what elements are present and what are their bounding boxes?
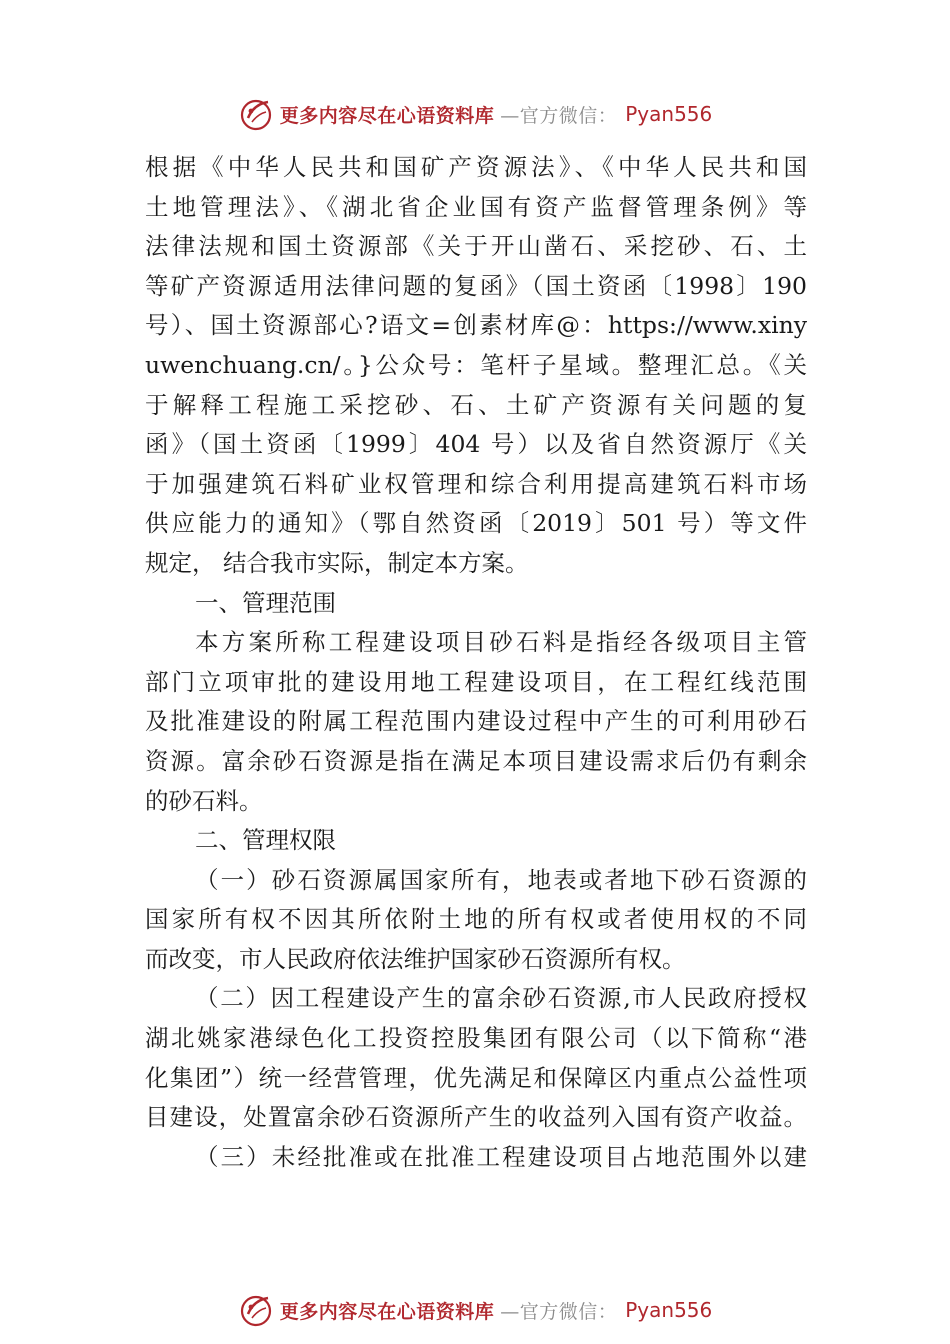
text-line: 规定， 结合我市实际，制定本方案。 [145, 548, 529, 577]
text-line: 化集团”）统一经营管理，优先满足和保障区内重点公益性项 [145, 1063, 807, 1092]
text-line: 供应能力的通知》（鄂自然资函〔2019〕501 号）等文件 [145, 509, 807, 538]
header-watermark-banner [0, 94, 950, 134]
text-line: 等矿产资源适用法律问题的复函》（国土资函〔1998〕190 [145, 271, 807, 300]
watermark-wechat-id: Pyan556 [625, 1298, 713, 1322]
text-line: （二）因工程建设产生的富余砂石资源,市人民政府授权 [195, 984, 807, 1013]
footer-watermark-banner [0, 1290, 950, 1330]
text-line: （三）未经批准或在批准工程建设项目占地范围外以建 [195, 1142, 807, 1171]
text-line: （一）砂石资源属国家所有，地表或者地下砂石资源的 [195, 865, 807, 894]
watermark-wechat-label: —官方微信： [500, 104, 618, 127]
text-line: 国家所有权不因其所依附土地的所有权或者使用权的不同 [145, 905, 807, 934]
section-heading: 一、管理范围 [195, 588, 336, 617]
text-line: 根据《中华人民共和国矿产资源法》、《中华人民共和国 [145, 153, 807, 181]
text-line: 于加强建筑石料矿业权管理和综合利用提高建筑石料市场 [145, 469, 807, 498]
brand-logo-icon [238, 1292, 274, 1328]
text-line: 部门立项审批的建设用地工程建设项目，在工程红线范围 [145, 667, 807, 696]
watermark-site-name: 更多内容尽在心语资料库 [279, 104, 495, 127]
text-line: 于解释工程施工采挖砂、石、土矿产资源有关问题的复 [145, 390, 807, 419]
text-line: uwenchuang.cn/。}公众号：笔杆子星域。整理汇总。《关 [145, 350, 807, 379]
section-heading: 二、管理权限 [195, 826, 336, 855]
text-line: 湖北姚家港绿色化工投资控股集团有限公司（以下简称“港 [145, 1024, 807, 1053]
brand-logo-icon [238, 96, 274, 132]
text-line: 本方案所称工程建设项目砂石料是指经各级项目主管 [195, 628, 807, 657]
document-body [145, 148, 807, 1177]
watermark-wechat-label: —官方微信： [500, 1300, 618, 1323]
text-line: 函》（国土资函〔1999〕404 号）以及省自然资源厅《关 [145, 430, 807, 459]
text-line: 而改变，市人民政府依法维护国家砂石资源所有权。 [145, 944, 686, 973]
text-line: 法律法规和国土资源部《关于开山凿石、采挖砂、石、土 [145, 232, 807, 261]
text-line: 号）、国土资源部心?语文=创素材库@：https://www.xiny [145, 311, 807, 340]
text-line: 资源。富余砂石资源是指在满足本项目建设需求后仍有剩余 [145, 746, 807, 775]
text-line: 及批准建设的附属工程范围内建设过程中产生的可利用砂石 [145, 707, 807, 736]
watermark-site-name: 更多内容尽在心语资料库 [279, 1300, 495, 1323]
text-line: 的砂石料。 [145, 786, 263, 815]
text-line: 土地管理法》、《湖北省企业国有资产监督管理条例》等 [145, 192, 807, 221]
text-line: 目建设，处置富余砂石资源所产生的收益列入国有资产收益。 [145, 1103, 807, 1132]
watermark-wechat-id: Pyan556 [625, 102, 713, 126]
